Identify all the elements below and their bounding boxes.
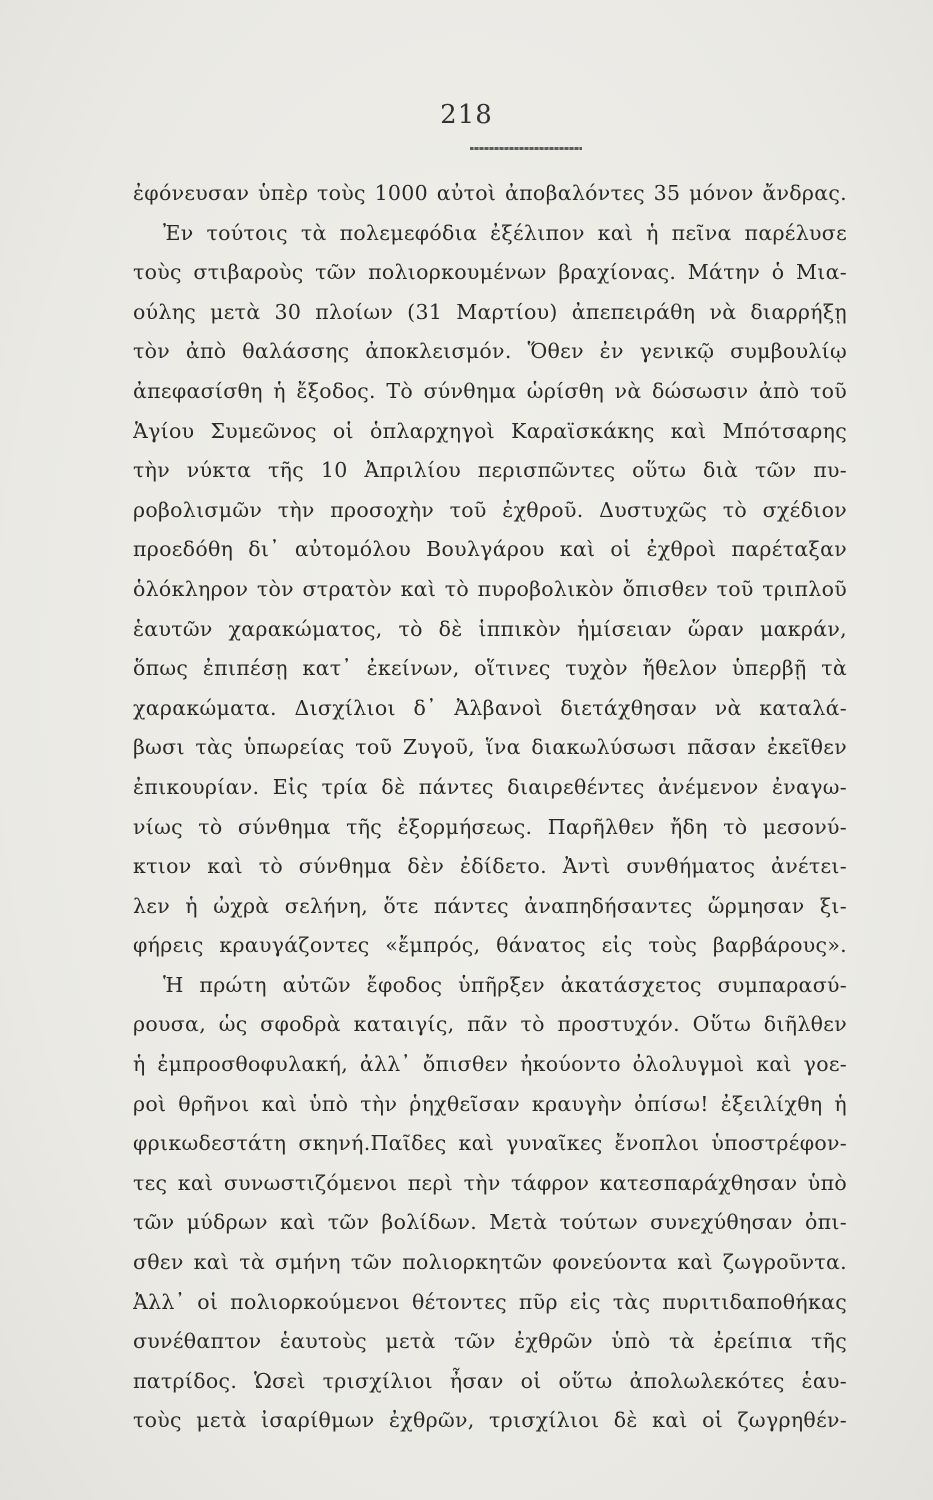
text-line: τες καὶ συνωστιζόμενοι περὶ τὴν τάφρον κατεσπαράχθησαν ὑπὸ [133,1170,847,1195]
text-line: σθεν καὶ τὰ σμήνη τῶν πολιορκητῶν φονεύοντα καὶ ζωγροῦντα. [133,1250,847,1275]
page-number: 218 [440,100,493,130]
text-line: ἀπεφασίσθη ἡ ἔξοδος. Τὸ σύνθημα ὡρίσθη νὰ δώσωσιν ἀπὸ τοῦ [133,378,847,403]
text-line: ροβολισμῶν τὴν προσοχὴν τοῦ ἐχθροῦ. Δυστυχῶς τὸ σχέδιον [133,497,847,522]
text-line: ροὶ θρῆνοι καὶ ὑπὸ τὴν ῥηχθεῖσαν κραυγὴν ὀπίσω! ἐξειλίχθη ἡ [133,1091,847,1116]
text-line: ἡ ἐμπροσθοφυλακή, ἀλλ᾽ ὄπισθεν ἠκούοντο ὀλολυγμοὶ καὶ γοε- [133,1052,847,1077]
text-line: ούλης μετὰ 30 πλοίων (31 Μαρτίου) ἀπεπειράθη νὰ διαρρήξῃ [133,299,847,324]
text-line: Ἁγίου Συμεῶνος οἱ ὁπλαρχηγοὶ Καραϊσκάκης καὶ Μπότσαρης [133,418,847,443]
text-line: νίως τὸ σύνθημα τῆς ἐξορμήσεως. Παρῆλθεν ἤδη τὸ μεσονύ- [133,814,847,839]
text-line: χαρακώματα. Δισχίλιοι δ᾽ Ἀλβανοὶ διετάχθησαν νὰ καταλά- [133,695,847,720]
text-line: Ἀλλ᾽ οἱ πολιορκούμενοι θέτοντες πῦρ εἰς τὰς πυριτιδαποθήκας [133,1289,847,1314]
text-line: τὸν ἀπὸ θαλάσσης ἀποκλεισμόν. Ὅθεν ἐν γενικῷ συμβουλίῳ [133,339,847,364]
text-line: κτιον καὶ τὸ σύνθημα δὲν ἐδίδετο. Ἀντὶ συνθήματος ἀνέτει- [133,854,847,879]
text-line: φήρεις κραυγάζοντες «ἔμπρός, θάνατος εἰς τοὺς βαρβάρους». [133,933,847,958]
text-line: βωσι τὰς ὑπωρείας τοῦ Ζυγοῦ, ἵνα διακωλύσωσι πᾶσαν ἐκεῖθεν [133,735,847,760]
text-line: προεδόθη δι᾽ αὐτομόλου Βουλγάρου καὶ οἱ ἐχθροὶ παρέταξαν [133,537,847,562]
text-line: ὁλόκληρον τὸν στρατὸν καὶ τὸ πυροβολικὸν ὄπισθεν τοῦ τριπλοῦ [133,576,847,601]
text-line: ρουσα, ὡς σφοδρὰ καταιγίς, πᾶν τὸ προστυχόν. Οὕτω διῆλθεν [133,1012,847,1037]
text-line: λεν ἡ ὠχρὰ σελήνη, ὅτε πάντες ἀναπηδήσαντες ὥρμησαν ξι- [133,893,847,918]
text-line: ἑαυτῶν χαρακώματος, τὸ δὲ ἱππικὸν ἡμίσειαν ὥραν μακράν, [133,616,847,641]
text-line: ἐφόνευσαν ὑπὲρ τοὺς 1000 αὐτοὶ ἀποβαλόντες 35 μόνον ἄνδρας. [133,181,847,205]
text-line: πατρίδος. Ὡσεὶ τρισχίλιοι ἦσαν οἱ οὕτω ἀπολωλεκότες ἑαυ- [133,1368,847,1393]
text-line: Ἐν τούτοις τὰ πολεμεφόδια ἐξέλιπον καὶ ἡ πεῖνα παρέλυσε [163,220,847,245]
text-line: τοὺς στιβαροὺς τῶν πολιορκουμένων βραχίονας. Μάτην ὁ Μια- [133,260,847,285]
text-line: ἐπικουρίαν. Εἰς τρία δὲ πάντες διαιρεθέντες ἀνέμενον ἐναγω- [133,774,847,799]
header-rule [470,147,582,150]
text-line: συνέθαπτον ἑαυτοὺς μετὰ τῶν ἐχθρῶν ὑπὸ τὰ ἐρείπια τῆς [133,1329,847,1354]
text-line: τὴν νύκτα τῆς 10 Ἀπριλίου περισπῶντες οὕτω διὰ τῶν πυ- [133,458,847,483]
text-line: ὅπως ἐπιπέσῃ κατ᾽ ἐκείνων, οἵτινες τυχὸν ἤθελον ὑπερβῇ τὰ [133,656,847,681]
body-text [133,174,847,1441]
text-line: φρικωδεστάτη σκηνή.Παῖδες καὶ γυναῖκες ἔνοπλοι ὑποστρέφον- [133,1131,847,1156]
text-line: τῶν μύδρων καὶ τῶν βολίδων. Μετὰ τούτων συνεχύθησαν ὀπι- [133,1210,847,1235]
text-line: Ἡ πρώτη αὐτῶν ἔφοδος ὑπῆρξεν ἀκατάσχετος συμπαρασύ- [163,972,847,997]
text-line: τοὺς μετὰ ἰσαρίθμων ἐχθρῶν, τρισχίλιοι δὲ καὶ οἱ ζωγρηθέν- [133,1408,847,1433]
